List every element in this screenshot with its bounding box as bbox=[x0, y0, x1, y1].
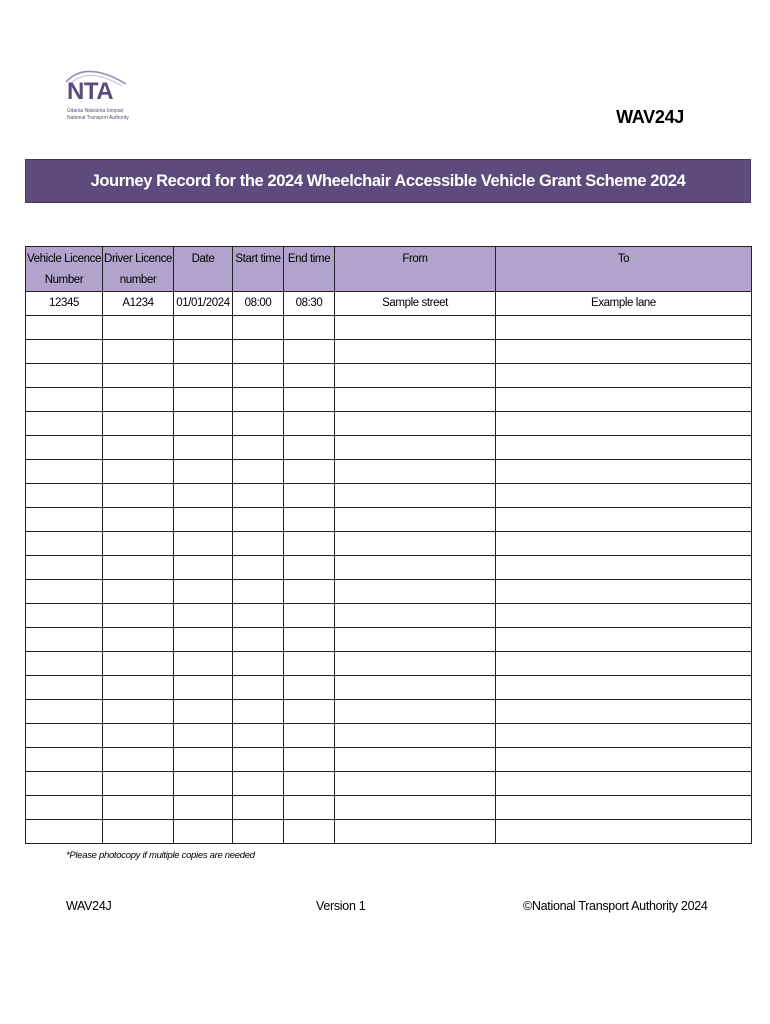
cell-from[interactable] bbox=[335, 580, 496, 604]
cell-vehicle-licence[interactable] bbox=[26, 700, 103, 724]
header-driver-licence: Driver Licence number bbox=[103, 247, 174, 292]
cell-start-time[interactable] bbox=[233, 628, 284, 652]
table-header-row bbox=[26, 247, 752, 292]
cell-to[interactable] bbox=[496, 340, 752, 364]
table-row bbox=[26, 460, 752, 484]
table-row bbox=[26, 340, 752, 364]
cell-to[interactable] bbox=[496, 388, 752, 412]
cell-start-time[interactable] bbox=[233, 700, 284, 724]
header-vehicle-licence: Vehicle Licence Number bbox=[26, 247, 103, 292]
cell-start-time[interactable] bbox=[233, 388, 284, 412]
cell-to[interactable] bbox=[496, 460, 752, 484]
cell-date[interactable] bbox=[174, 364, 233, 388]
cell-driver-licence[interactable] bbox=[103, 412, 174, 436]
cell-driver-licence[interactable] bbox=[103, 436, 174, 460]
cell-vehicle-licence[interactable] bbox=[26, 820, 103, 844]
cell-vehicle-licence[interactable] bbox=[26, 436, 103, 460]
cell-driver-licence[interactable] bbox=[103, 652, 174, 676]
table-row bbox=[26, 412, 752, 436]
cell-date[interactable] bbox=[174, 748, 233, 772]
table-row bbox=[26, 292, 752, 316]
table-row bbox=[26, 484, 752, 508]
cell-end-time[interactable] bbox=[284, 316, 335, 340]
cell-start-time[interactable] bbox=[233, 724, 284, 748]
footer-copyright: ©National Transport Authority 2024 bbox=[523, 899, 708, 913]
cell-start-time[interactable] bbox=[233, 676, 284, 700]
cell-end-time[interactable] bbox=[284, 628, 335, 652]
nta-logo bbox=[64, 62, 134, 130]
cell-vehicle-licence[interactable] bbox=[26, 388, 103, 412]
cell-start-time[interactable] bbox=[233, 796, 284, 820]
cell-start-time[interactable] bbox=[233, 484, 284, 508]
cell-date[interactable] bbox=[174, 676, 233, 700]
cell-from[interactable] bbox=[335, 532, 496, 556]
cell-from[interactable] bbox=[335, 340, 496, 364]
table-row bbox=[26, 796, 752, 820]
cell-date[interactable] bbox=[174, 340, 233, 364]
cell-from[interactable] bbox=[335, 556, 496, 580]
cell-vehicle-licence[interactable] bbox=[26, 652, 103, 676]
table-row bbox=[26, 316, 752, 340]
cell-end-time[interactable] bbox=[284, 484, 335, 508]
cell-start-time[interactable]: 08:00 bbox=[233, 292, 284, 316]
cell-end-time[interactable] bbox=[284, 820, 335, 844]
cell-date[interactable] bbox=[174, 412, 233, 436]
cell-date[interactable] bbox=[174, 820, 233, 844]
logo-subline-irish: Údarás Náisiúnta Iompair bbox=[67, 108, 124, 114]
cell-to[interactable] bbox=[496, 580, 752, 604]
cell-date[interactable] bbox=[174, 652, 233, 676]
cell-from[interactable] bbox=[335, 796, 496, 820]
cell-from[interactable] bbox=[335, 484, 496, 508]
table-row bbox=[26, 436, 752, 460]
table-row bbox=[26, 508, 752, 532]
cell-from[interactable] bbox=[335, 820, 496, 844]
cell-from[interactable] bbox=[335, 460, 496, 484]
cell-end-time[interactable]: 08:30 bbox=[284, 292, 335, 316]
cell-date[interactable] bbox=[174, 316, 233, 340]
cell-date[interactable] bbox=[174, 772, 233, 796]
cell-date[interactable] bbox=[174, 580, 233, 604]
cell-from[interactable]: Sample street bbox=[335, 292, 496, 316]
cell-driver-licence[interactable] bbox=[103, 820, 174, 844]
cell-to[interactable] bbox=[496, 436, 752, 460]
table-row bbox=[26, 700, 752, 724]
table-row bbox=[26, 628, 752, 652]
cell-vehicle-licence[interactable] bbox=[26, 604, 103, 628]
cell-vehicle-licence[interactable] bbox=[26, 484, 103, 508]
cell-end-time[interactable] bbox=[284, 412, 335, 436]
cell-vehicle-licence[interactable] bbox=[26, 412, 103, 436]
cell-to[interactable] bbox=[496, 700, 752, 724]
cell-driver-licence[interactable] bbox=[103, 796, 174, 820]
logo-text: NTA bbox=[67, 78, 114, 105]
cell-driver-licence[interactable] bbox=[103, 316, 174, 340]
cell-date[interactable] bbox=[174, 460, 233, 484]
cell-from[interactable] bbox=[335, 604, 496, 628]
cell-date[interactable] bbox=[174, 388, 233, 412]
cell-to[interactable] bbox=[496, 676, 752, 700]
cell-to[interactable] bbox=[496, 532, 752, 556]
cell-start-time[interactable] bbox=[233, 460, 284, 484]
cell-from[interactable] bbox=[335, 436, 496, 460]
cell-start-time[interactable] bbox=[233, 364, 284, 388]
cell-start-time[interactable] bbox=[233, 604, 284, 628]
cell-driver-licence[interactable] bbox=[103, 340, 174, 364]
cell-date[interactable] bbox=[174, 700, 233, 724]
page-title: Journey Record for the 2024 Wheelchair Accessible Vehicle Grant Scheme 2024 bbox=[90, 171, 686, 190]
cell-end-time[interactable] bbox=[284, 580, 335, 604]
cell-to[interactable] bbox=[496, 652, 752, 676]
cell-end-time[interactable] bbox=[284, 796, 335, 820]
header-end-time: End time bbox=[284, 247, 335, 292]
table-row bbox=[26, 820, 752, 844]
table-row bbox=[26, 772, 752, 796]
cell-date[interactable] bbox=[174, 604, 233, 628]
cell-start-time[interactable] bbox=[233, 316, 284, 340]
cell-end-time[interactable] bbox=[284, 460, 335, 484]
table-row bbox=[26, 364, 752, 388]
cell-driver-licence[interactable] bbox=[103, 748, 174, 772]
cell-end-time[interactable] bbox=[284, 748, 335, 772]
cell-from[interactable] bbox=[335, 388, 496, 412]
cell-start-time[interactable] bbox=[233, 340, 284, 364]
cell-end-time[interactable] bbox=[284, 556, 335, 580]
cell-driver-licence[interactable] bbox=[103, 700, 174, 724]
cell-driver-licence[interactable] bbox=[103, 580, 174, 604]
cell-driver-licence[interactable] bbox=[103, 388, 174, 412]
cell-end-time[interactable] bbox=[284, 652, 335, 676]
cell-from[interactable] bbox=[335, 316, 496, 340]
cell-from[interactable] bbox=[335, 508, 496, 532]
cell-from[interactable] bbox=[335, 412, 496, 436]
cell-driver-licence[interactable] bbox=[103, 556, 174, 580]
cell-vehicle-licence[interactable] bbox=[26, 772, 103, 796]
logo-subline-english: National Transport Authority bbox=[67, 115, 129, 121]
cell-end-time[interactable] bbox=[284, 508, 335, 532]
cell-driver-licence[interactable] bbox=[103, 628, 174, 652]
table-row bbox=[26, 556, 752, 580]
cell-start-time[interactable] bbox=[233, 532, 284, 556]
table-row bbox=[26, 724, 752, 748]
cell-vehicle-licence[interactable] bbox=[26, 724, 103, 748]
cell-driver-licence[interactable] bbox=[103, 676, 174, 700]
cell-from[interactable] bbox=[335, 676, 496, 700]
cell-end-time[interactable] bbox=[284, 388, 335, 412]
cell-start-time[interactable] bbox=[233, 580, 284, 604]
cell-to[interactable] bbox=[496, 748, 752, 772]
cell-driver-licence[interactable] bbox=[103, 484, 174, 508]
cell-vehicle-licence[interactable] bbox=[26, 628, 103, 652]
cell-start-time[interactable] bbox=[233, 412, 284, 436]
cell-start-time[interactable] bbox=[233, 556, 284, 580]
cell-from[interactable] bbox=[335, 652, 496, 676]
table-row bbox=[26, 748, 752, 772]
cell-from[interactable] bbox=[335, 628, 496, 652]
cell-end-time[interactable] bbox=[284, 532, 335, 556]
cell-driver-licence[interactable] bbox=[103, 508, 174, 532]
table-row bbox=[26, 604, 752, 628]
cell-to[interactable] bbox=[496, 796, 752, 820]
cell-date[interactable] bbox=[174, 508, 233, 532]
cell-vehicle-licence[interactable] bbox=[26, 340, 103, 364]
cell-from[interactable] bbox=[335, 700, 496, 724]
cell-driver-licence[interactable] bbox=[103, 724, 174, 748]
cell-from[interactable] bbox=[335, 724, 496, 748]
header-from: From bbox=[335, 247, 496, 292]
cell-vehicle-licence[interactable] bbox=[26, 532, 103, 556]
cell-date[interactable] bbox=[174, 796, 233, 820]
cell-date[interactable] bbox=[174, 532, 233, 556]
cell-end-time[interactable] bbox=[284, 340, 335, 364]
document-code: WAV24J bbox=[616, 107, 684, 127]
header-start-time: Start time bbox=[233, 247, 284, 292]
cell-start-time[interactable] bbox=[233, 748, 284, 772]
cell-to[interactable] bbox=[496, 412, 752, 436]
header-date: Date bbox=[174, 247, 233, 292]
cell-vehicle-licence[interactable] bbox=[26, 508, 103, 532]
cell-vehicle-licence[interactable] bbox=[26, 580, 103, 604]
cell-vehicle-licence[interactable] bbox=[26, 364, 103, 388]
cell-date[interactable] bbox=[174, 436, 233, 460]
journey-table bbox=[25, 246, 752, 844]
cell-end-time[interactable] bbox=[284, 772, 335, 796]
cell-date[interactable] bbox=[174, 628, 233, 652]
cell-driver-licence[interactable] bbox=[103, 460, 174, 484]
cell-date[interactable] bbox=[174, 484, 233, 508]
footer-doc-code: WAV24J bbox=[66, 899, 112, 913]
cell-to[interactable] bbox=[496, 508, 752, 532]
cell-to[interactable] bbox=[496, 316, 752, 340]
cell-driver-licence[interactable] bbox=[103, 364, 174, 388]
cell-to[interactable] bbox=[496, 484, 752, 508]
cell-driver-licence[interactable] bbox=[103, 604, 174, 628]
table-row bbox=[26, 676, 752, 700]
cell-vehicle-licence[interactable]: 12345 bbox=[26, 292, 103, 316]
table-row bbox=[26, 532, 752, 556]
footer-version: Version 1 bbox=[316, 899, 366, 913]
cell-end-time[interactable] bbox=[284, 436, 335, 460]
header-to: To bbox=[496, 247, 752, 292]
cell-date[interactable] bbox=[174, 724, 233, 748]
cell-end-time[interactable] bbox=[284, 364, 335, 388]
cell-to[interactable] bbox=[496, 820, 752, 844]
cell-end-time[interactable] bbox=[284, 700, 335, 724]
cell-vehicle-licence[interactable] bbox=[26, 676, 103, 700]
cell-to[interactable] bbox=[496, 628, 752, 652]
cell-driver-licence[interactable] bbox=[103, 532, 174, 556]
cell-to[interactable] bbox=[496, 604, 752, 628]
cell-to[interactable] bbox=[496, 556, 752, 580]
cell-end-time[interactable] bbox=[284, 724, 335, 748]
cell-start-time[interactable] bbox=[233, 772, 284, 796]
cell-driver-licence[interactable]: A1234 bbox=[103, 292, 174, 316]
title-bar bbox=[25, 159, 751, 203]
table-row bbox=[26, 388, 752, 412]
cell-vehicle-licence[interactable] bbox=[26, 316, 103, 340]
cell-to[interactable] bbox=[496, 364, 752, 388]
cell-to[interactable] bbox=[496, 724, 752, 748]
cell-start-time[interactable] bbox=[233, 820, 284, 844]
cell-vehicle-licence[interactable] bbox=[26, 556, 103, 580]
cell-to[interactable]: Example lane bbox=[496, 292, 752, 316]
photocopy-note: *Please photocopy if multiple copies are needed bbox=[66, 850, 255, 861]
table-row bbox=[26, 580, 752, 604]
cell-date[interactable]: 01/01/2024 bbox=[174, 292, 233, 316]
cell-vehicle-licence[interactable] bbox=[26, 796, 103, 820]
cell-driver-licence[interactable] bbox=[103, 772, 174, 796]
cell-start-time[interactable] bbox=[233, 508, 284, 532]
cell-from[interactable] bbox=[335, 772, 496, 796]
cell-end-time[interactable] bbox=[284, 676, 335, 700]
cell-vehicle-licence[interactable] bbox=[26, 460, 103, 484]
cell-start-time[interactable] bbox=[233, 436, 284, 460]
cell-date[interactable] bbox=[174, 556, 233, 580]
cell-start-time[interactable] bbox=[233, 652, 284, 676]
cell-end-time[interactable] bbox=[284, 604, 335, 628]
cell-from[interactable] bbox=[335, 364, 496, 388]
cell-to[interactable] bbox=[496, 772, 752, 796]
table-row bbox=[26, 652, 752, 676]
cell-from[interactable] bbox=[335, 748, 496, 772]
cell-vehicle-licence[interactable] bbox=[26, 748, 103, 772]
